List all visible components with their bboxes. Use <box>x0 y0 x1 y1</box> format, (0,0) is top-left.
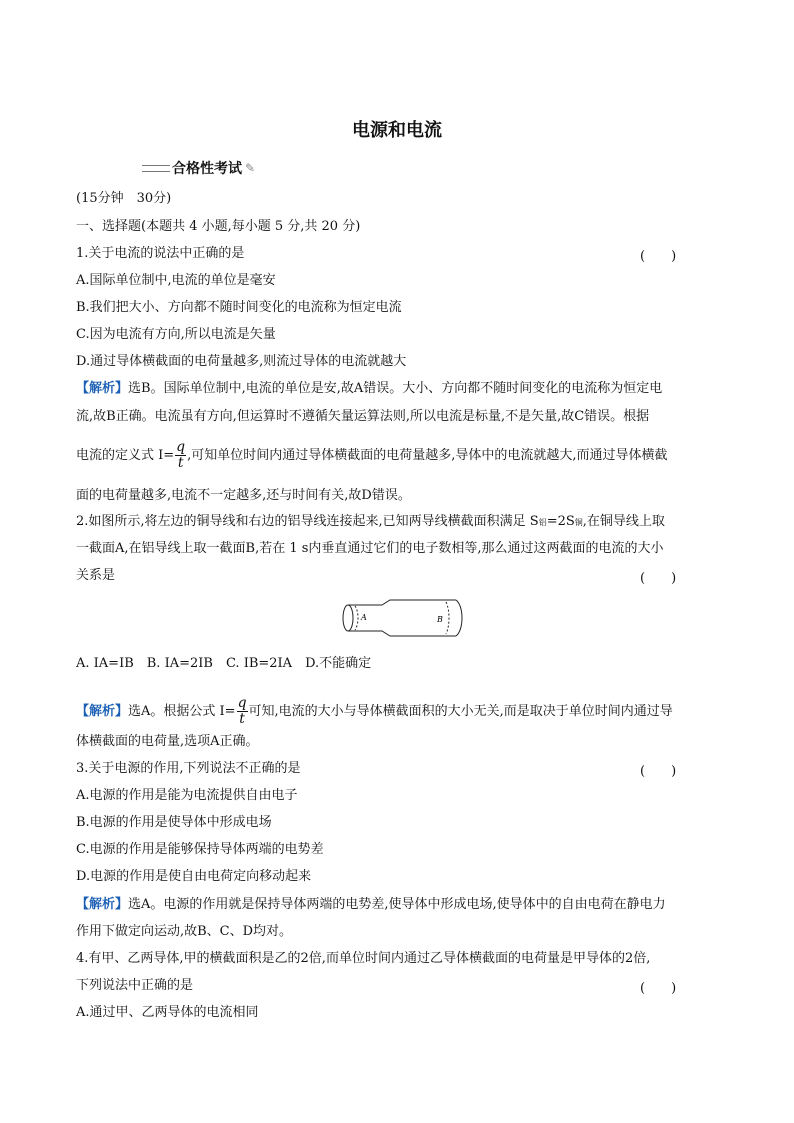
q2-stem-line-3: 关系是 <box>76 568 116 583</box>
part-heading: 一、选择题(本题共 4 小题,每小题 5 分,共 20 分) <box>76 219 361 234</box>
time-score: (15分钟 30分) <box>76 191 172 206</box>
q4-stem-line-1: 4.有甲、乙两导体,甲的横截面积是乙的2倍,而单位时间内通过乙导体横截面的电荷量是甲导体的2倍, <box>76 951 651 966</box>
q2-stem-line-1: 2.如图所示,将左边的铜导线和右边的铝导线连接起来,已知两导线横截面积满足 S铝=2S铜,在铜导线上取 <box>76 514 665 529</box>
q1-option-a: A.国际单位制中,电流的单位是毫安 <box>76 273 276 288</box>
copper-left-end <box>343 605 353 631</box>
label-b: B <box>437 615 443 624</box>
q3-analysis-line-1: 【解析】选A。电源的作用就是保持导体两端的电势差,使导体中形成电场,使导体中的自由电荷在静电力 <box>76 897 666 912</box>
double-line-decoration <box>142 165 170 172</box>
q1-analysis-line-2: 流,故B正确。电流虽有方向,但运算时不遵循矢量运算法则,所以电流是标量,不是矢量,故C错误。根据 <box>76 409 650 424</box>
section-header <box>142 158 255 178</box>
q4-option-a: A.通过甲、乙两导体的电流相同 <box>76 1005 259 1020</box>
q1-analysis-line-4: 面的电荷量越多,电流不一定越多,还与时间有关,故D错误。 <box>76 488 411 503</box>
q4-answer-paren: ( ) <box>640 981 677 996</box>
q3-analysis-line-2: 作用下做定向运动,故B、C、D均对。 <box>76 924 293 939</box>
page-title: 电源和电流 <box>352 120 442 141</box>
pencil-icon: ✎ <box>245 161 256 175</box>
q1-option-d: D.通过导体横截面的电荷量越多,则流过导体的电流就越大 <box>76 354 407 369</box>
q2-options: A. IA=IB B. IA=2IB C. IB=2IA D.不能确定 <box>76 656 372 671</box>
q1-answer-paren: ( ) <box>640 249 677 264</box>
section-label: 合格性考试 <box>172 161 242 177</box>
formula-fraction-2: $\frac{q}{t}$ <box>237 695 247 727</box>
conductor-bottom-edge <box>348 631 456 636</box>
q2-analysis-line-2: 体横截面的电荷量,选项A正确。 <box>76 734 259 749</box>
q3-option-d: D.电源的作用是使自由电荷定向移动起来 <box>76 869 312 884</box>
conductor-figure <box>336 596 464 640</box>
q2-answer-paren: ( ) <box>640 571 677 586</box>
section-b-line <box>446 602 449 634</box>
section-a-line <box>355 606 358 630</box>
q3-answer-paren: ( ) <box>640 764 677 779</box>
analysis-tag: 【解析】 <box>76 381 129 396</box>
q1-option-c: C.因为电流有方向,所以电流是矢量 <box>76 327 276 342</box>
q1-option-b: B.我们把大小、方向都不随时间变化的电流称为恒定电流 <box>76 300 402 315</box>
q3-option-a: A.电源的作用是能为电流提供自由电子 <box>76 788 298 803</box>
conductor-top-edge <box>348 600 456 605</box>
q3-option-c: C.电源的作用是能够保持导体两端的电势差 <box>76 842 324 857</box>
q4-stem-line-2: 下列说法中正确的是 <box>76 978 194 993</box>
q3-stem: 3.关于电源的作用,下列说法不正确的是 <box>76 761 301 776</box>
q1-analysis-line-3: 电流的定义式 I= $\frac{q}{t}$ ,可知单位时间内通过导体横截面的电荷量越多,导体中的电流就越大,而通过导体横截 <box>76 439 668 471</box>
q1-analysis-line-1: 【解析】选B。国际单位制中,电流的单位是安,故A错误。大小、方向都不随时间变化的电流称为恒定电 <box>76 381 663 396</box>
formula-fraction: $\frac{q}{t}$ <box>176 439 186 471</box>
label-a: A <box>361 613 367 622</box>
q2-analysis-line-1: 【解析】选A。根据公式 I= $\frac{q}{t}$ 可知,电流的大小与导体横截面积的大小无关,而是取决于单位时间内通过导 <box>76 695 673 727</box>
q3-option-b: B.电源的作用是使导体中形成电场 <box>76 815 272 830</box>
q2-stem-line-2: 一截面A,在铝导线上取一截面B,若在 1 s内垂直通过它们的电子数相等,那么通过这两截面的电流的大小 <box>76 541 664 556</box>
aluminum-right-end <box>456 600 462 636</box>
q1-stem: 1.关于电流的说法中正确的是 <box>76 246 245 261</box>
